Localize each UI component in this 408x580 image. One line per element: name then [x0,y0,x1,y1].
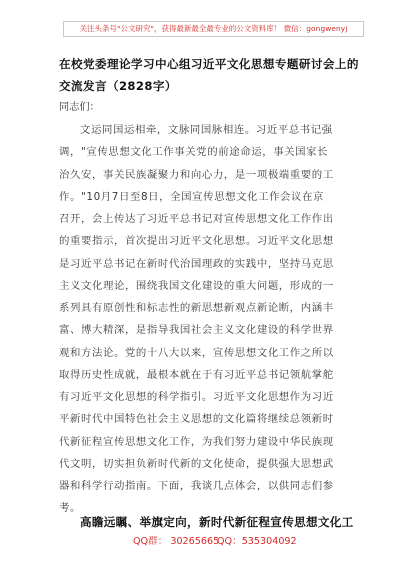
body-line: 观和方法论。党的十八大以来，宣传思想文化工作之所以 [59,346,334,359]
body-line: 代文明，切实担负新时代新的文化使命，提供强大思想武 [59,457,334,470]
body-line: 是习近平总书记在新时代治国理政的实践中，坚持马克思 [59,257,334,270]
promo-banner: 关注头条号"公文研究"，获得最新最全最专业的公文资料库！ 微信：gongwenyj [63,21,364,37]
body-line: 调，"宣传思想文化工作事关党的前途命运，事关国家长 [59,146,329,159]
body-line: 文运同国运相牵，文脉同国脉相连。习近平总书记强 [80,124,333,136]
document-title: 在校党委理论学习中心组习近平文化思想专题研讨会上的交流发言（2828字） [59,57,359,93]
body-line: 有习近平文化思想的科学指引。习近平文化思想作为习近 [59,391,334,403]
body-line: 系列具有原创性和标志性的新思想新观点新论断，内涵丰 [59,302,334,314]
section-heading: 高瞻远瞩、举旗定向，新时代新征程宣传思想文化工 [80,515,354,529]
body-line: 主义文化理论，围绕我国文化建设的重大问题，形成的一 [59,279,334,292]
body-line: 的重要指示，首次提出习近平文化思想。习近平文化思想 [59,235,334,248]
qq-number: QQ：535304092 [217,536,297,547]
body-line: 取得历史性成就，最根本就在于有习近平总书记领航掌舵 [59,368,334,381]
body-line: 平新时代中国特色社会主义思想的文化篇将继续总领新时 [59,413,334,426]
body-text [59,119,359,520]
body-line: 作。"10月7日至8日，全国宣传思想文化工作会议在京 [59,190,325,203]
body-line: 代新征程宣传思想文化工作，为我们努力建设中华民族现 [59,435,334,448]
salutation: 同志们： [59,102,100,113]
body-line: 治久安，事关民族凝聚力和向心力，是一项极端重要的工 [59,168,334,181]
body-line: 富、博大精深，是指导我国社会主义文化建设的科学世界 [59,324,334,337]
body-line: 召开，会上传达了习近平总书记对宣传思想文化工作作出 [59,213,334,225]
body-line: 器和科学行动指南。下面，我谈几点体会，以供同志们参 [59,480,334,492]
qq-group-number: QQ群： 30265665 [133,536,220,547]
body-line: 考。 [59,502,81,515]
